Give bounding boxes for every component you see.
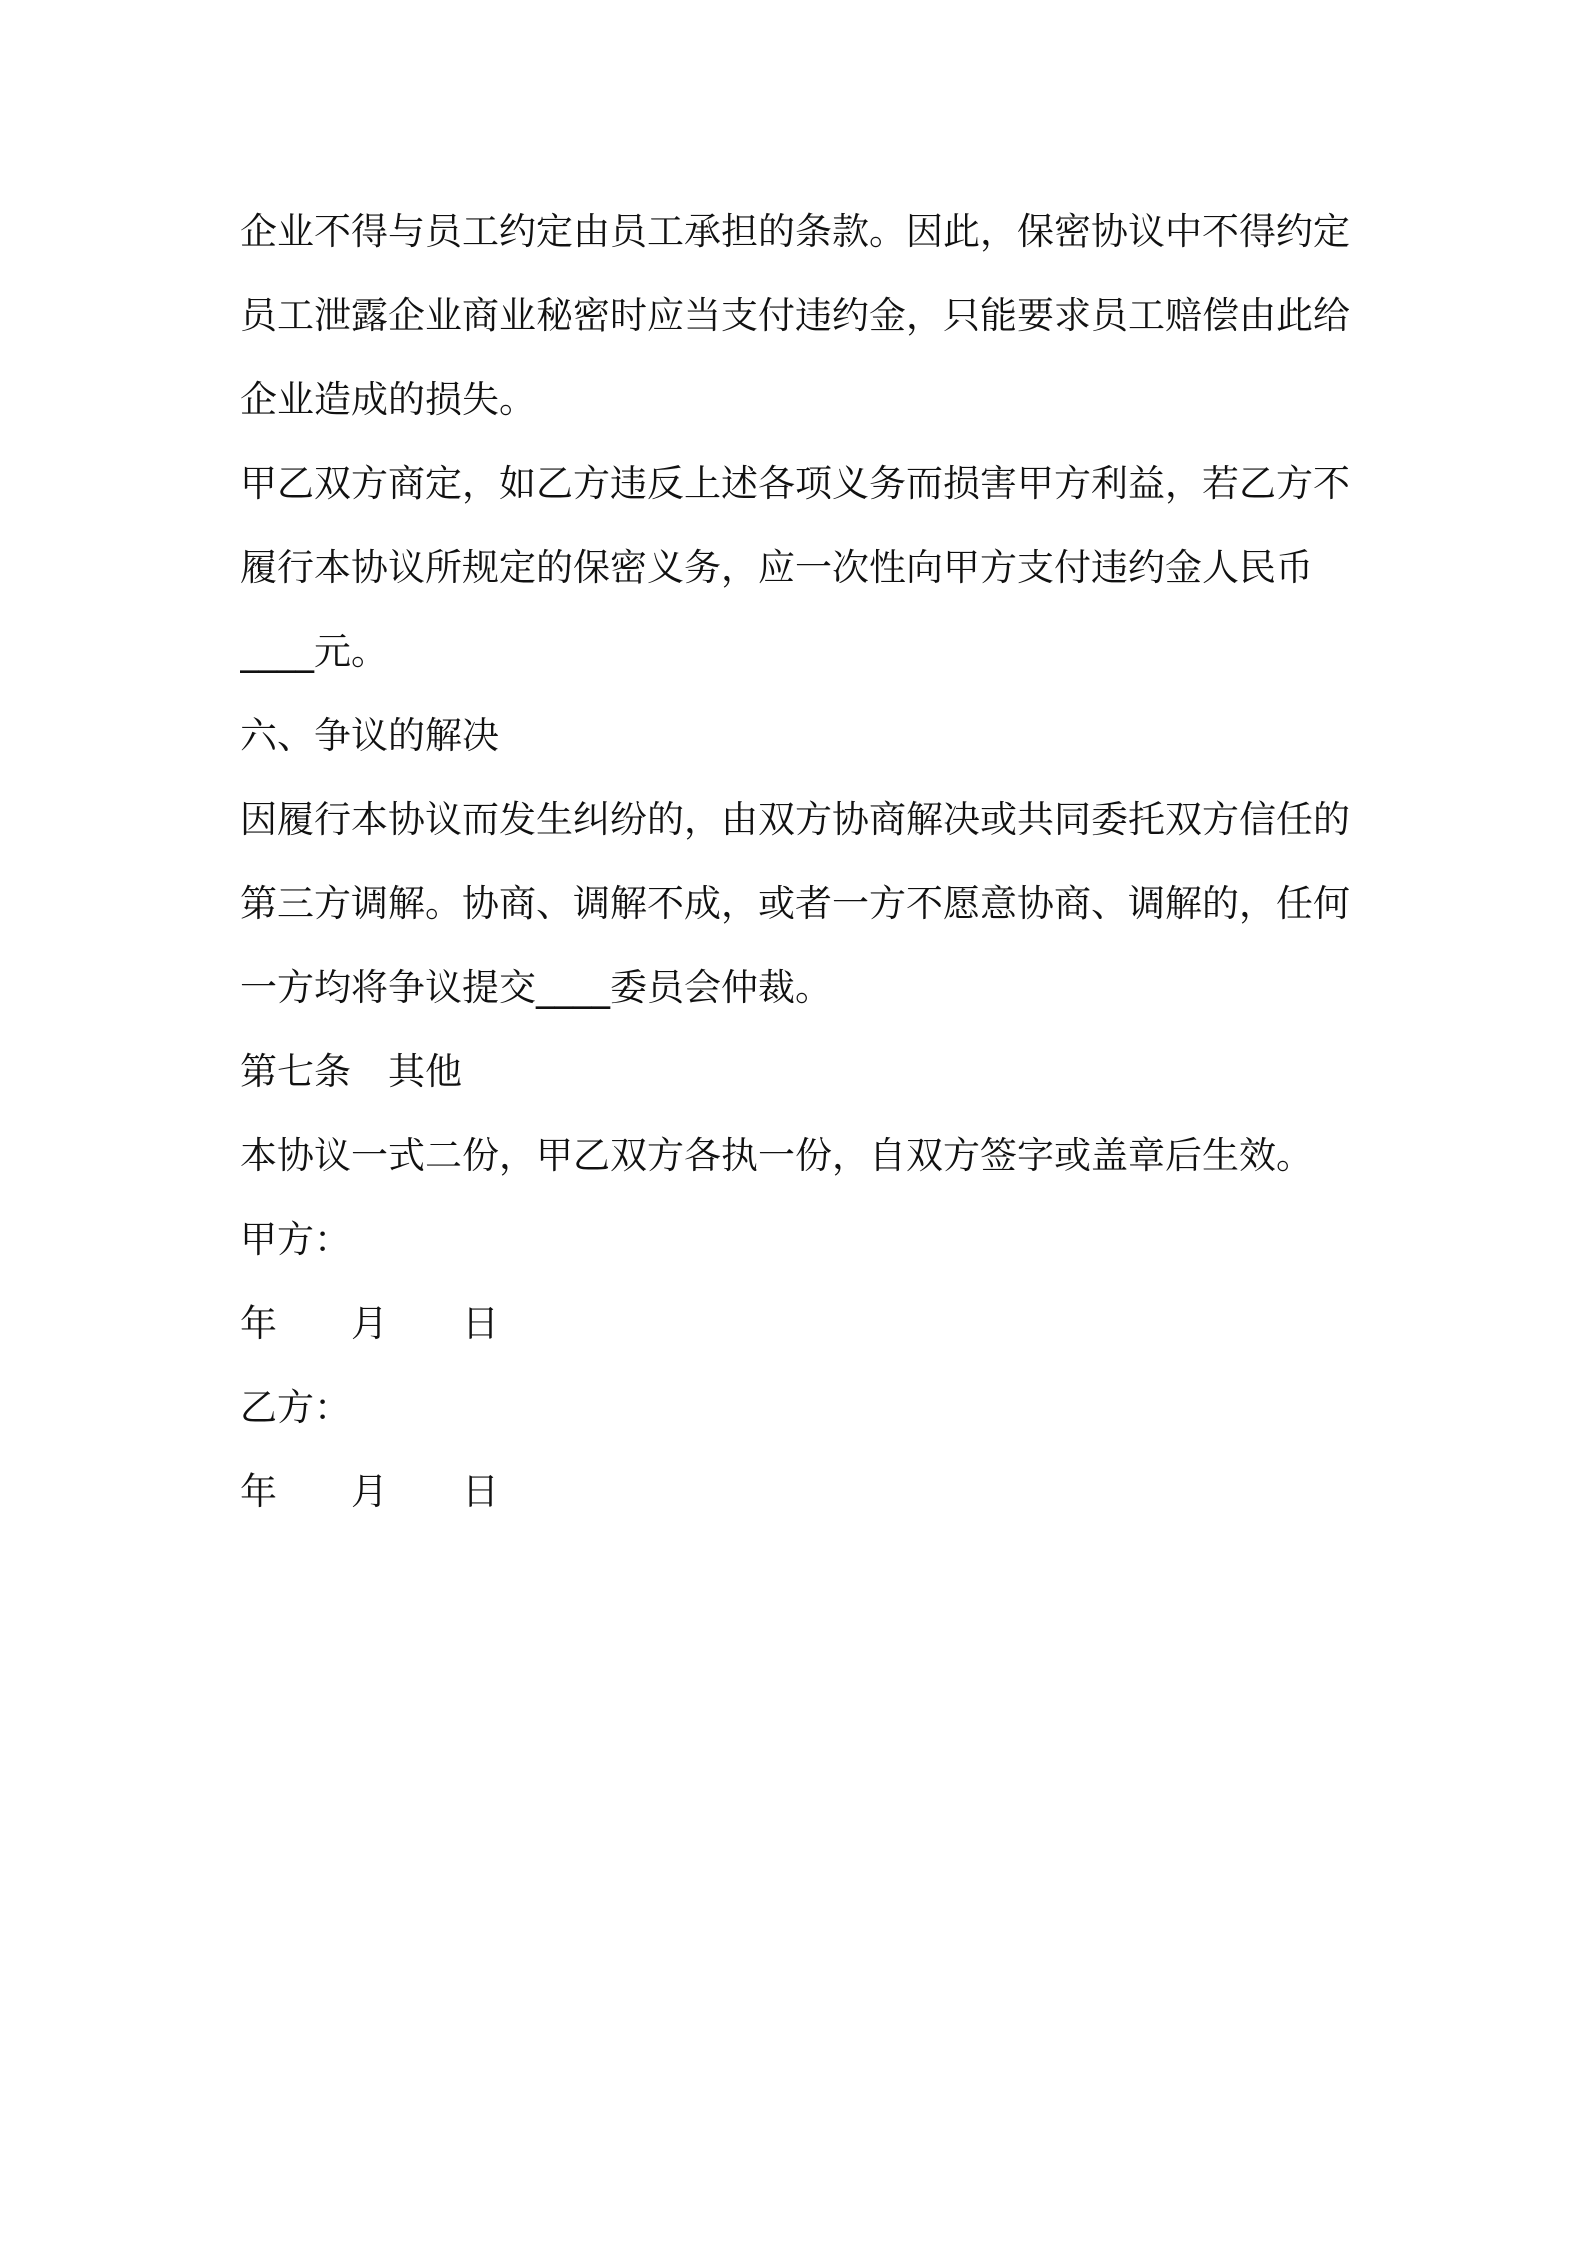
month-label: 月	[351, 1470, 388, 1513]
day-label: 日	[462, 1470, 499, 1513]
paragraph-penalty-clause	[240, 442, 1360, 694]
paragraph-damages-clause	[240, 190, 1360, 442]
year-label: 年	[240, 1302, 277, 1345]
text-line: 企业不得与员工约定由员工承担的条款。因此，保密协议中不得约定	[240, 210, 1350, 253]
party-b-date	[240, 1450, 1360, 1534]
text-line: 企业造成的损失。	[240, 378, 536, 421]
article-heading-other	[240, 1030, 1360, 1114]
text-line: 第三方调解。协商、调解不成，或者一方不愿意协商、调解的，任何	[240, 882, 1350, 925]
party-a-date	[240, 1282, 1360, 1366]
party-a-label: 甲方：	[240, 1218, 351, 1261]
article-number: 第七条	[240, 1050, 351, 1093]
text-line: 因履行本协议而发生纠纷的，由双方协商解决或共同委托双方信任的	[240, 798, 1350, 841]
document-body	[240, 190, 1360, 1534]
text-line: 甲乙双方商定，如乙方违反上述各项义务而损害甲方利益，若乙方不	[240, 462, 1350, 505]
article-title: 其他	[388, 1050, 462, 1093]
day-label: 日	[462, 1302, 499, 1345]
text-line: 履行本协议所规定的保密义务，应一次性向甲方支付违约金人民币	[240, 546, 1313, 589]
text-line: 员工泄露企业商业秘密时应当支付违约金，只能要求员工赔偿由此给	[240, 294, 1350, 337]
paragraph-dispute-clause	[240, 778, 1360, 1030]
party-b-label: 乙方：	[240, 1386, 351, 1429]
text-line: ____元。	[240, 630, 388, 673]
section-heading-dispute-resolution: 六、争议的解决	[240, 714, 499, 757]
paragraph-copies-clause: 本协议一式二份，甲乙双方各执一份，自双方签字或盖章后生效。	[240, 1134, 1313, 1177]
text-line: 一方均将争议提交____委员会仲裁。	[240, 966, 832, 1009]
year-label: 年	[240, 1470, 277, 1513]
month-label: 月	[351, 1302, 388, 1345]
